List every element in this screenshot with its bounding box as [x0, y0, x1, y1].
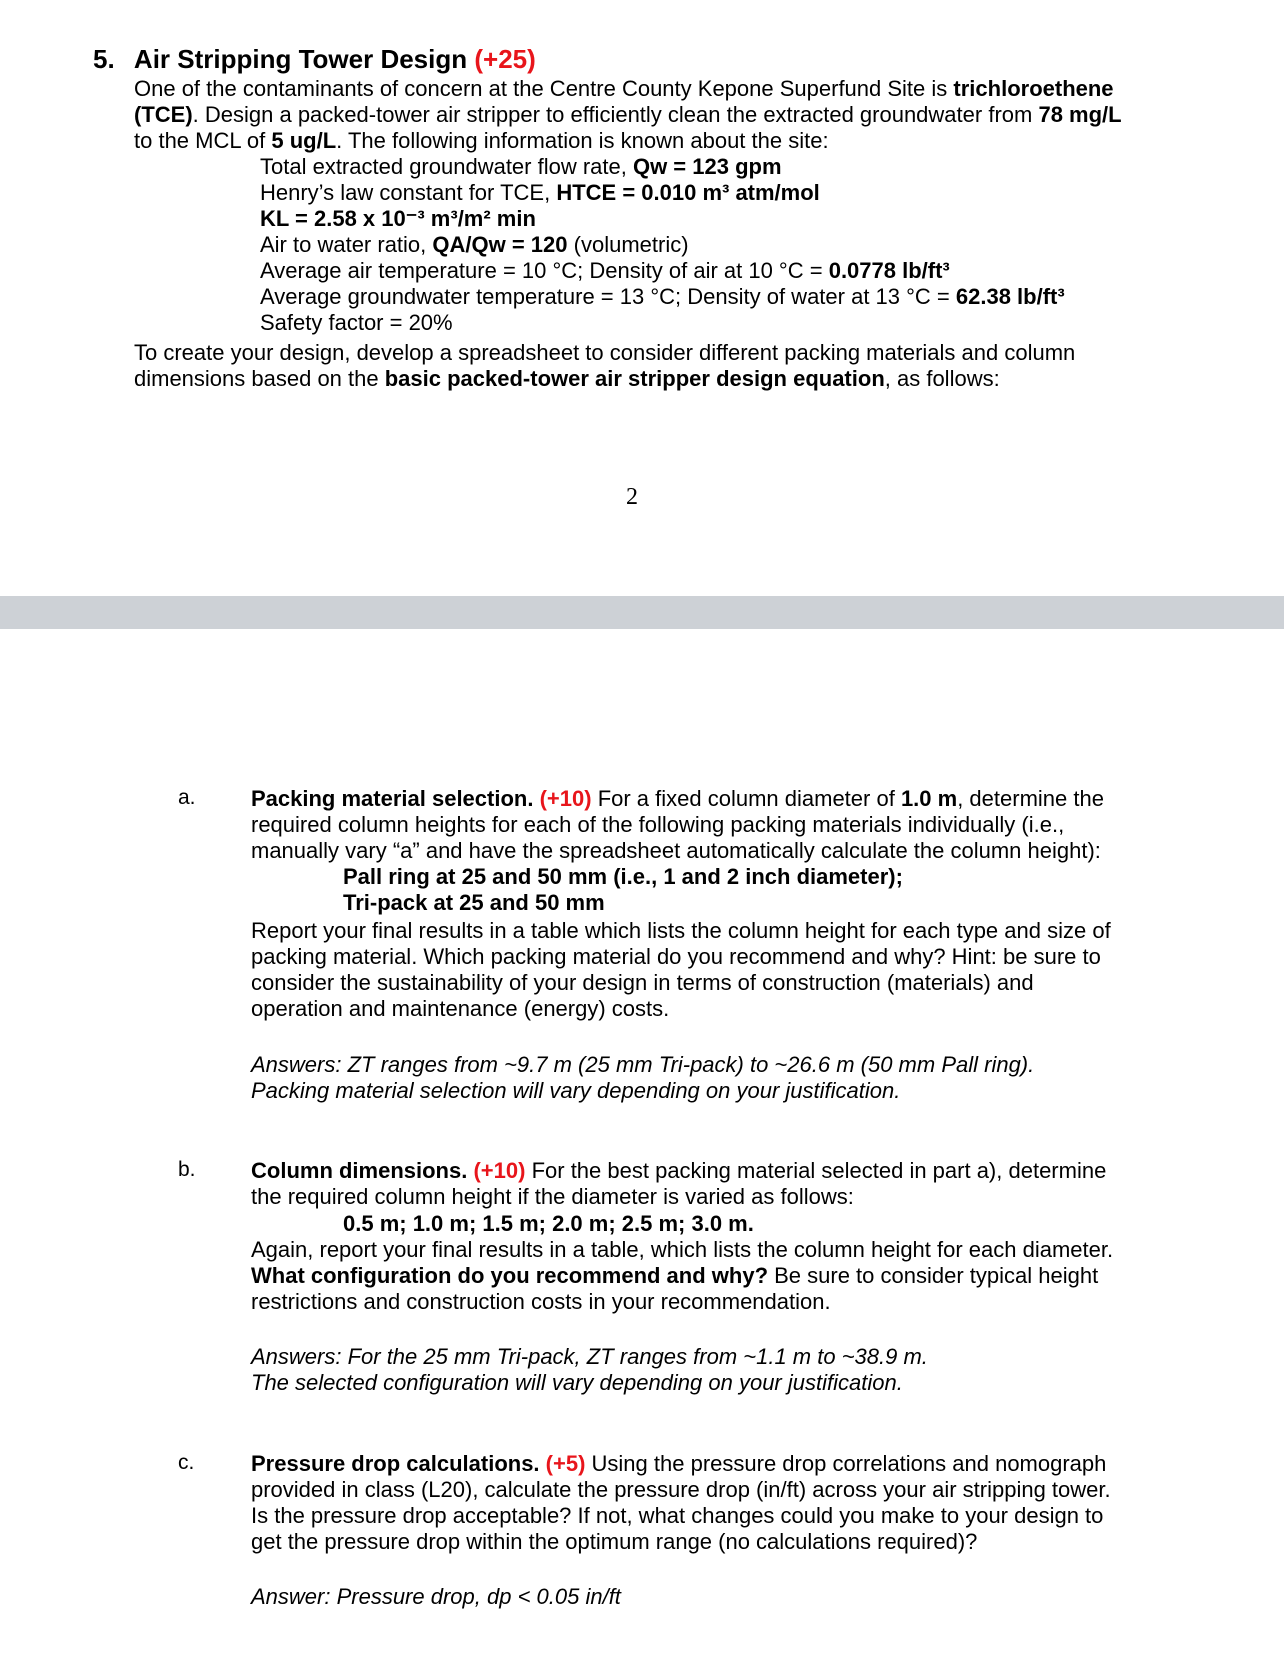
part-b-line-4: Again, report your final results in a table, which lists the column height for each diameter.: [251, 1237, 1114, 1262]
part-a-answer-2: Packing material selection will vary depending on your justification.: [251, 1078, 901, 1103]
part-b-answer-1: Answers: For the 25 mm Tri-pack, ZT ranges from ~1.1 m to ~38.9 m.: [251, 1344, 928, 1369]
part-b-title: Column dimensions.: [251, 1158, 468, 1183]
part-a-points: (+10): [539, 786, 592, 811]
given-safety: Safety factor = 20%: [260, 310, 453, 335]
part-b-letter: b.: [178, 1158, 196, 1181]
part-b-points: (+10): [473, 1158, 526, 1183]
question-title: Air Stripping Tower Design: [133, 44, 468, 74]
given-label: Henry’s law constant for TCE,: [260, 180, 557, 205]
intro-line-3: [134, 128, 829, 154]
part-b-bold: What configuration do you recommend and why?: [251, 1263, 769, 1288]
part-b-line-5: [251, 1263, 1098, 1289]
given-air: [260, 258, 950, 284]
part-a-line-1: [251, 786, 1104, 812]
given-value: 0.0778 lb/ft³: [828, 258, 950, 283]
given-ratio: [260, 232, 689, 258]
part-a-line-8: consider the sustainability of your design in terms of construction (materials) and: [251, 970, 1034, 995]
given-label: Average air temperature = 10 °C; Density of air at 10 °C =: [260, 258, 829, 283]
part-a-line-3: manually vary “a” and have the spreadsheet automatically calculate the column height):: [251, 838, 1101, 863]
create-text: dimensions based on the: [134, 366, 385, 391]
page-separator: [0, 596, 1284, 629]
question-number: 5.: [93, 44, 115, 74]
given-value: Qw = 123 gpm: [632, 154, 782, 179]
part-c-answer: Answer: Pressure drop, dp < 0.05 in/ft: [251, 1584, 621, 1609]
given-value: QA/Qw = 120: [432, 232, 568, 257]
part-a-line-5: Tri-pack at 25 and 50 mm: [343, 890, 605, 915]
part-a-line-2: required column heights for each of the following packing materials individually (i.e.,: [251, 812, 1065, 837]
intro-bold: (TCE): [134, 102, 193, 127]
part-b-text: Be sure to consider typical height: [768, 1263, 1099, 1288]
part-a-line-6: Report your final results in a table which lists the column height for each type and size of: [251, 918, 1111, 943]
part-c-line-2: provided in class (L20), calculate the pressure drop (in/ft) across your air stripping tower.: [251, 1477, 1111, 1502]
given-henry: [260, 180, 820, 206]
create-text: , as follows:: [884, 366, 1000, 391]
given-label: Air to water ratio,: [260, 232, 433, 257]
part-b-answer-2: The selected configuration will vary depending on your justification.: [251, 1370, 903, 1395]
part-c-line-3: Is the pressure drop acceptable? If not, what changes could you make to your design to: [251, 1503, 1104, 1528]
part-b-line-6: restrictions and construction costs in your recommendation.: [251, 1289, 831, 1314]
intro-line-1: [134, 76, 1114, 102]
create-line-1: To create your design, develop a spreadsheet to consider different packing materials and column: [134, 340, 1076, 365]
part-a-line-7: packing material. Which packing material do you recommend and why? Hint: be sure to: [251, 944, 1101, 969]
part-c-points: (+5): [545, 1451, 586, 1476]
part-a-letter: a.: [178, 786, 196, 809]
given-value: HTCE = 0.010 m³ atm/mol: [556, 180, 820, 205]
intro-text: . The following information is known about the site:: [336, 128, 829, 153]
intro-bold: 5 ug/L: [271, 128, 337, 153]
given-label: Total extracted groundwater flow rate,: [260, 154, 633, 179]
page-number: 2: [626, 484, 638, 510]
part-a-text: For a fixed column diameter of: [591, 786, 901, 811]
part-a-line-4: Pall ring at 25 and 50 mm (i.e., 1 and 2 inch diameter);: [343, 864, 903, 889]
question-points: (+25): [474, 44, 536, 74]
intro-text: . Design a packed-tower air stripper to efficiently clean the extracted groundwater from: [192, 102, 1039, 127]
part-a-bold: 1.0 m: [900, 786, 958, 811]
question-heading: [93, 44, 536, 74]
given-note: (volumetric): [567, 232, 689, 257]
intro-bold: trichloroethene: [953, 76, 1114, 101]
part-c-title: Pressure drop calculations.: [251, 1451, 540, 1476]
intro-bold: 78 mg/L: [1038, 102, 1122, 127]
part-a-line-9: operation and maintenance (energy) costs.: [251, 996, 670, 1021]
part-c-text: Using the pressure drop correlations and nomograph: [585, 1451, 1107, 1476]
part-b-line-2: the required column height if the diameter is varied as follows:: [251, 1184, 854, 1209]
part-b-line-3: 0.5 m; 1.0 m; 1.5 m; 2.0 m; 2.5 m; 3.0 m.: [343, 1211, 754, 1236]
part-a-text: , determine the: [957, 786, 1104, 811]
part-c-line-1: [251, 1451, 1106, 1477]
part-b-text: For the best packing material selected in part a), determine: [525, 1158, 1107, 1183]
intro-line-2: [134, 102, 1122, 128]
part-a-answer-1: Answers: ZT ranges from ~9.7 m (25 mm Tri-pack) to ~26.6 m (50 mm Pall ring).: [251, 1052, 1035, 1077]
intro-text: to the MCL of: [134, 128, 272, 153]
part-b-line-1: [251, 1158, 1106, 1184]
create-bold: basic packed-tower air stripper design equation: [384, 366, 885, 391]
part-c-line-4: get the pressure drop within the optimum range (no calculations required)?: [251, 1529, 978, 1554]
given-water: [260, 284, 1065, 310]
create-line-2: [134, 366, 1000, 392]
part-c-letter: c.: [178, 1451, 195, 1474]
given-value: 62.38 lb/ft³: [955, 284, 1065, 309]
given-kl: [260, 206, 536, 232]
part-a-title: Packing material selection.: [251, 786, 534, 811]
given-flow: [260, 154, 782, 180]
intro-text: One of the contaminants of concern at the Centre County Kepone Superfund Site is: [134, 76, 954, 101]
given-label: Average groundwater temperature = 13 °C; Density of water at 13 °C =: [260, 284, 956, 309]
given-value: KL = 2.58 x 10⁻³ m³/m² min: [260, 206, 536, 231]
